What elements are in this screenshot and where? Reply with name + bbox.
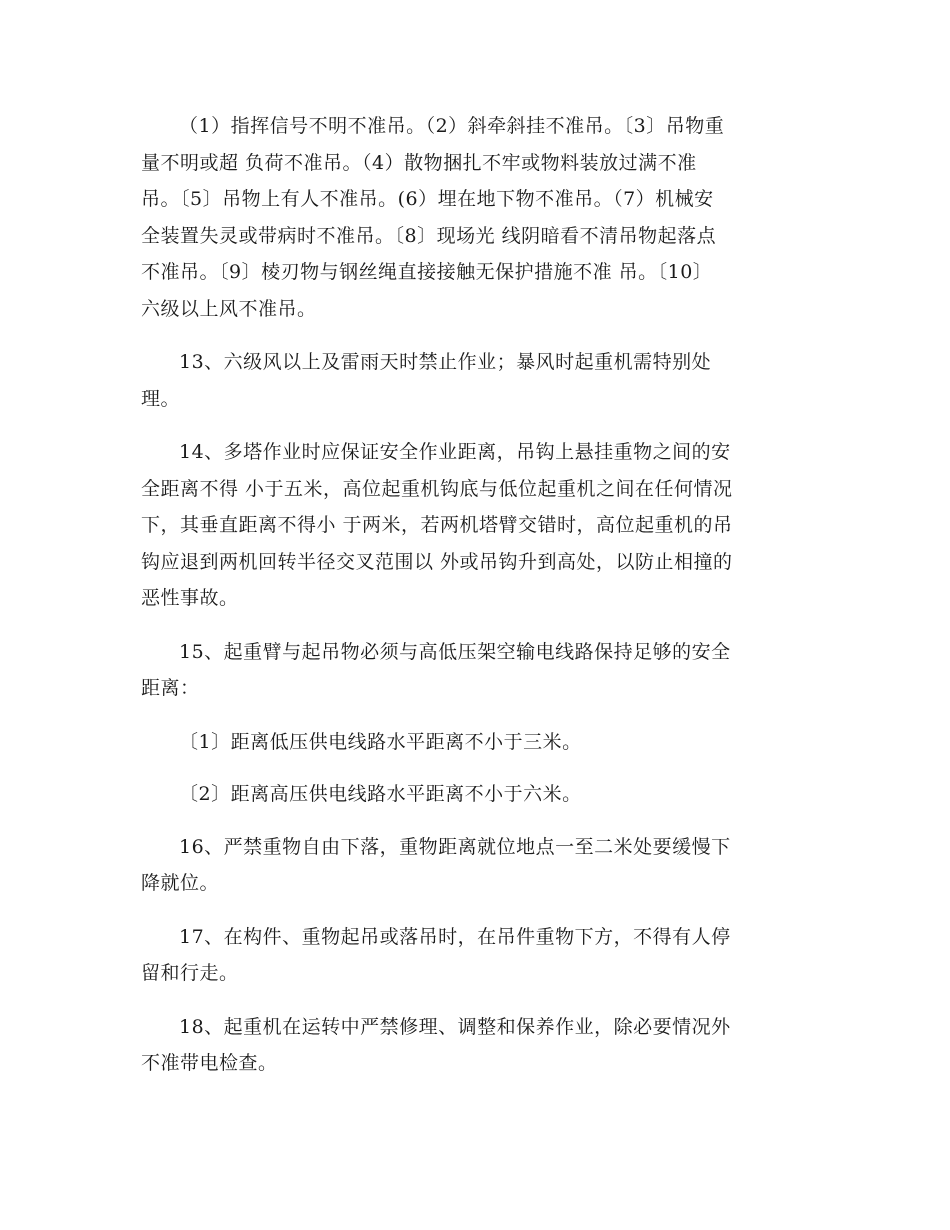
paragraph-18 <box>141 1009 807 1082</box>
text-line: （1）指挥信号不明不准吊。（2）斜牵斜挂不准吊。〔3〕吊物重 <box>179 115 725 137</box>
paragraph-14 <box>141 434 807 617</box>
paragraph-15-item-2 <box>141 776 807 813</box>
document-body <box>141 108 807 1099</box>
paragraph-crane-prohibitions <box>141 108 807 327</box>
text-line: 吊。〔5〕吊物上有人不准吊。(6）埋在地下物不准吊。（7）机械安 <box>141 188 714 210</box>
text-line: 全距离不得 小于五米，高位起重机钩底与低位起重机之间在任何情况 <box>141 477 733 500</box>
text-line: 下，其垂直距离不得小 于两米，若两机塔臂交错时，高位起重机的吊 <box>141 514 733 536</box>
text-line: 钩应退到两机回转半径交叉范围以 外或吊钩升到高处，以防止相撞的 <box>141 550 733 573</box>
text-line: 14、多塔作业时应保证安全作业距离，吊钩上悬挂重物之间的安 <box>179 441 731 463</box>
text-line: 理。 <box>141 387 181 410</box>
text-line: 不准吊。〔9〕棱刃物与钢丝绳直接接触无保护措施不准 吊。〔10〕 <box>141 261 713 283</box>
text-line: 18、起重机在运转中严禁修理、调整和保养作业，除必要情况外 <box>179 1015 731 1038</box>
paragraph-17 <box>141 919 807 992</box>
text-line: 〔2〕距离高压供电线路水平距离不小于六米。 <box>179 783 582 805</box>
text-line: 16、严禁重物自由下落，重物距离就位地点一至二米处要缓慢下 <box>179 835 731 858</box>
paragraph-15-item-1 <box>141 724 807 761</box>
paragraph-15 <box>141 634 807 707</box>
text-line: 恶性事故。 <box>141 587 239 609</box>
text-line: 量不明或超 负荷不准吊。（4）散物捆扎不牢或物料装放过满不准 <box>141 151 697 174</box>
text-line: 15、起重臂与起吊物必须与高低压架空输电线路保持足够的安全 <box>179 640 731 663</box>
paragraph-13 <box>141 344 807 417</box>
paragraph-16 <box>141 829 807 902</box>
text-line: 全装置失灵或带病时不准吊。〔8〕现场光 线阴暗看不清吊物起落点 <box>141 224 717 247</box>
text-line: 留和行走。 <box>141 962 239 984</box>
text-line: 17、在构件、重物起吊或落吊时，在吊件重物下方，不得有人停 <box>179 925 731 948</box>
text-line: 不准带电检查。 <box>141 1052 278 1074</box>
text-line: 13、六级风以上及雷雨天时禁止作业；暴风时起重机需特别处 <box>179 351 712 373</box>
text-line: 六级以上风不准吊。 <box>141 297 317 320</box>
text-line: 〔1〕距离低压供电线路水平距离不小于三米。 <box>179 730 582 753</box>
text-line: 距离： <box>141 677 200 699</box>
text-line: 降就位。 <box>141 872 220 894</box>
